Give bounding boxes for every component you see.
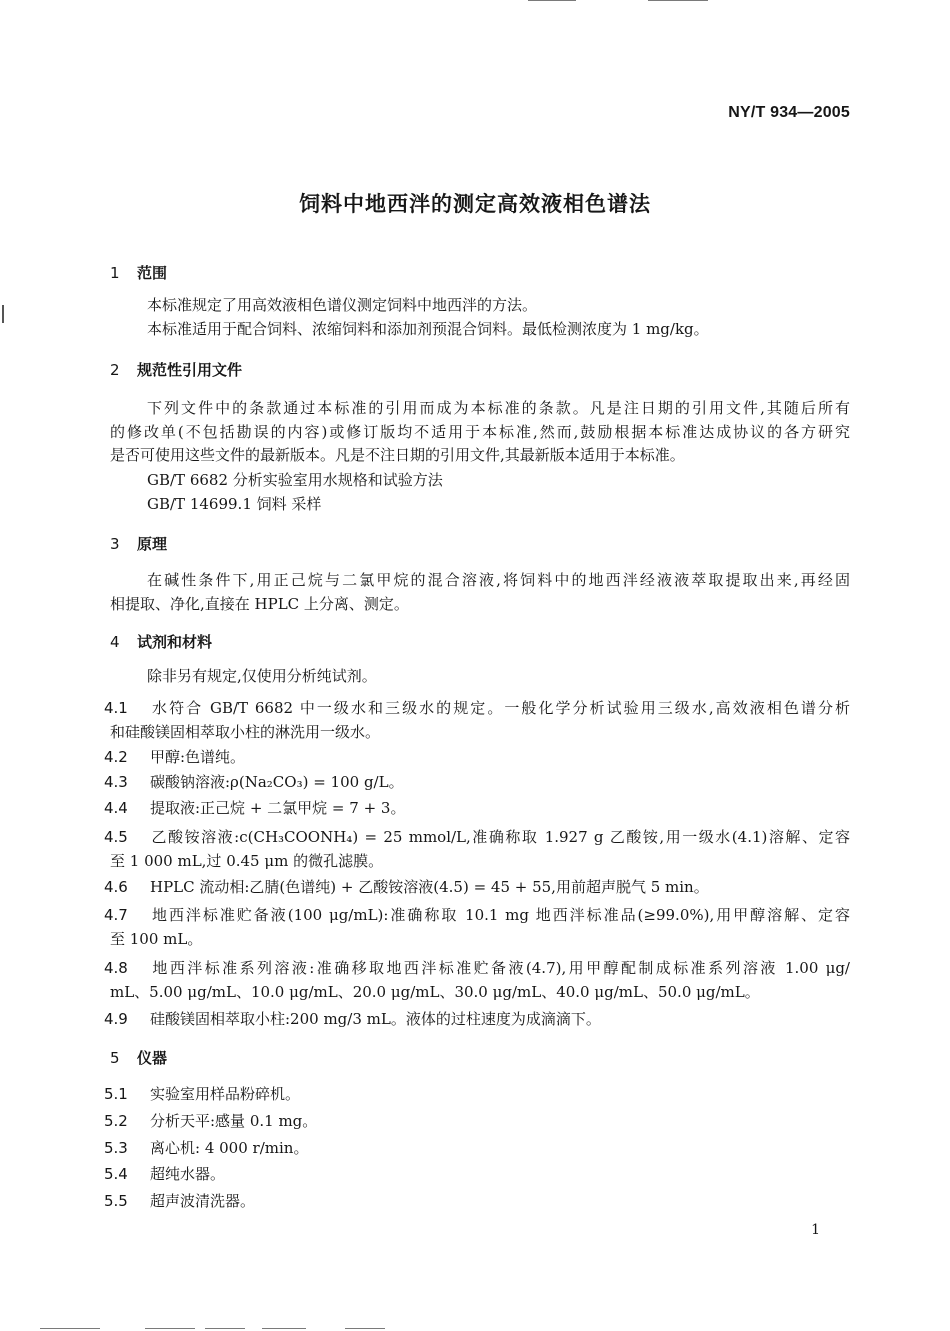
- scan-artifact-top: [648, 0, 708, 1]
- section-title: 仪器: [137, 1049, 168, 1067]
- paragraph-line: 下列文件中的条款通过本标准的引用而成为本标准的条款。凡是注日期的引用文件,其随后所有: [147, 399, 850, 417]
- section-number: 5: [110, 1049, 120, 1067]
- reagent-item: [104, 904, 850, 951]
- item-number: 4.3: [104, 773, 128, 791]
- section-heading-apparatus: [110, 1047, 167, 1068]
- paragraph-line: 是否可使用这些文件的最新版本。凡是不注日期的引用文件,其最新版本适用于本标准。: [110, 446, 685, 464]
- item-line: 和硅酸镁固相萃取小柱的淋洗用一级水。: [110, 722, 381, 741]
- item-text: 超纯水器。: [150, 1165, 226, 1183]
- item-number: 5.2: [104, 1112, 128, 1130]
- reagent-item: [104, 826, 850, 873]
- item-number: 4.6: [104, 878, 128, 896]
- apparatus-item: [104, 1083, 300, 1107]
- item-number: 4.8: [104, 959, 128, 977]
- reagent-item: [104, 797, 405, 821]
- item-number: 4.9: [104, 1010, 128, 1028]
- item-line: [104, 697, 850, 721]
- apparatus-item: [104, 1163, 225, 1187]
- item-text: 实验室用样品粉碎机。: [150, 1085, 301, 1103]
- item-number: 5.5: [104, 1192, 128, 1210]
- section-number: 2: [110, 361, 120, 379]
- scan-artifact-top: [528, 0, 576, 1]
- item-number: 5.3: [104, 1139, 128, 1157]
- item-line: [104, 904, 850, 928]
- section-heading-scope: [110, 262, 167, 283]
- item-text: 甲醇:色谱纯。: [150, 748, 246, 766]
- item-number: 4.1: [104, 699, 128, 717]
- reagent-item: [104, 771, 404, 795]
- reagent-item: [104, 697, 850, 744]
- section-title: 试剂和材料: [137, 633, 213, 651]
- item-text: 碳酸钠溶液:ρ(Na₂CO₃) = 100 g/L。: [150, 773, 404, 791]
- section-heading-normative-references: [110, 359, 242, 380]
- references-paragraph: [110, 397, 850, 468]
- section-title: 原理: [137, 535, 168, 553]
- standard-code: NY/T 934—2005: [728, 104, 850, 121]
- reagents-intro: 除非另有规定,仅使用分析纯试剂。: [147, 667, 377, 685]
- paragraph-line: 的修改单(不包括勘误的内容)或修订版均不适用于本标准,然而,鼓励根据本标准达成协议的各方研究: [110, 422, 850, 441]
- item-text: 地西泮标准系列溶液:准确移取地西泮标准贮备液(4.7),用甲醇配制成标准系列溶液 1.00 μg/: [150, 959, 850, 977]
- item-number: 4.7: [104, 906, 128, 924]
- item-line: mL、5.00 μg/mL、10.0 μg/mL、20.0 μg/mL、30.0 μg/mL、40.0 μg/mL、50.0 μg/mL。: [110, 982, 760, 1001]
- section-heading-principle: [110, 533, 167, 554]
- section-number: 1: [110, 264, 120, 282]
- scan-artifact-bottom: [40, 1328, 100, 1329]
- paragraph-line: 在碱性条件下,用正己烷与二氯甲烷的混合溶液,将饲料中的地西泮经液液萃取提取出来,再经固: [147, 571, 850, 589]
- page-number: 1: [811, 1222, 820, 1238]
- scan-edge-mark: [2, 305, 4, 323]
- paragraph-line: 相提取、净化,直接在 HPLC 上分离、测定。: [110, 594, 409, 613]
- section-number: 4: [110, 633, 120, 651]
- item-text: 超声波清洗器。: [150, 1192, 256, 1210]
- document-title: 饲料中地西泮的测定高效液相色谱法: [299, 192, 651, 216]
- scope-line-1: 本标准规定了用高效液相色谱仪测定饲料中地西泮的方法。: [147, 296, 538, 314]
- scan-artifact-bottom: [345, 1328, 385, 1329]
- item-text: 离心机: 4 000 r/min。: [150, 1139, 309, 1157]
- section-title: 范围: [137, 264, 168, 282]
- item-text: 乙酸铵溶液:c(CH₃COONH₄) = 25 mmol/L,准确称取 1.927 g 乙酸铵,用一级水(4.1)溶解、定容: [150, 828, 850, 846]
- section-number: 3: [110, 535, 120, 553]
- reagent-item: [104, 957, 850, 1004]
- apparatus-item: [104, 1110, 317, 1134]
- principle-paragraph: [110, 569, 850, 616]
- item-number: 5.4: [104, 1165, 128, 1183]
- item-text: 水符合 GB/T 6682 中一级水和三级水的规定。一般化学分析试验用三级水,高效液相色谱分析: [150, 699, 850, 717]
- reagent-item: [104, 1008, 601, 1032]
- apparatus-item: [104, 1190, 255, 1214]
- reagent-item: [104, 876, 709, 900]
- item-number: 5.1: [104, 1085, 128, 1103]
- item-text: HPLC 流动相:乙腈(色谱纯) + 乙酸铵溶液(4.5) = 45 + 55,用前超声脱气 5 min。: [150, 878, 709, 896]
- item-line: [104, 826, 850, 850]
- scan-artifact-bottom: [262, 1328, 306, 1329]
- item-text: 硅酸镁固相萃取小柱:200 mg/3 mL。液体的过柱速度为成滴滴下。: [150, 1010, 601, 1028]
- item-line: [104, 957, 850, 981]
- reference-gbt-6682: GB/T 6682 分析实验室用水规格和试验方法: [147, 471, 443, 489]
- item-text: 地西泮标准贮备液(100 μg/mL):准确称取 10.1 mg 地西泮标准品(≥99.0%),用甲醇溶解、定容: [150, 906, 850, 924]
- item-text: 分析天平:感量 0.1 mg。: [150, 1112, 318, 1130]
- item-number: 4.5: [104, 828, 128, 846]
- scan-artifact-bottom: [205, 1328, 245, 1329]
- item-line: 至 100 mL。: [110, 929, 203, 948]
- item-number: 4.4: [104, 799, 128, 817]
- item-line: 至 1 000 mL,过 0.45 μm 的微孔滤膜。: [110, 851, 384, 870]
- item-text: 提取液:正己烷 + 二氯甲烷 = 7 + 3。: [150, 799, 406, 817]
- scan-artifact-bottom: [145, 1328, 195, 1329]
- item-number: 4.2: [104, 748, 128, 766]
- apparatus-item: [104, 1137, 308, 1161]
- reference-gbt-14699: GB/T 14699.1 饲料 采样: [147, 495, 322, 513]
- scope-line-2: 本标准适用于配合饲料、浓缩饲料和添加剂预混合饲料。最低检测浓度为 1 mg/kg。: [147, 320, 709, 338]
- reagent-item: [104, 746, 245, 770]
- section-heading-reagents: [110, 631, 212, 652]
- section-title: 规范性引用文件: [137, 361, 243, 379]
